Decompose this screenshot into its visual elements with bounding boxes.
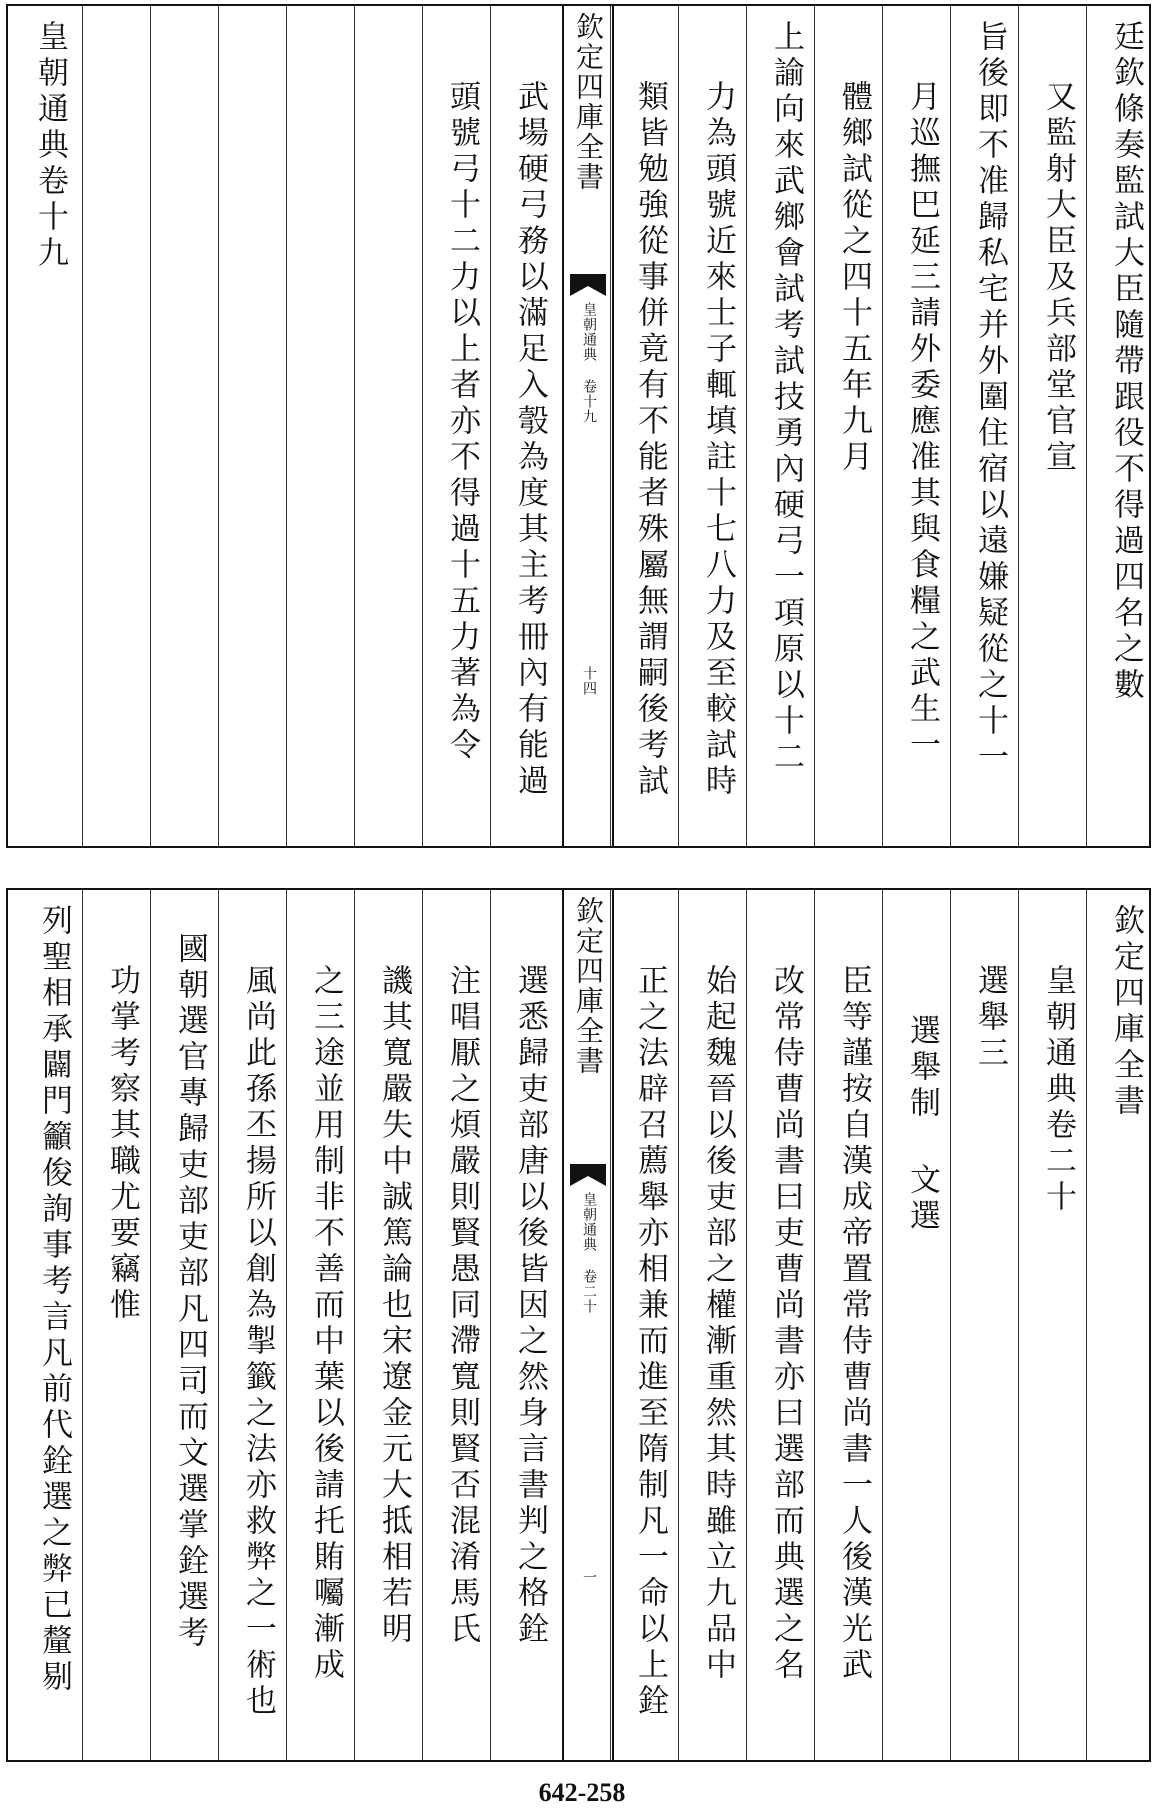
volume-title: 皇朝通典卷二十	[1040, 964, 1076, 1216]
top-page	[6, 4, 1151, 848]
text-column: 功掌考察其職尤要竊惟	[104, 964, 140, 1324]
column-rule	[422, 6, 423, 846]
column-rule	[354, 890, 355, 1760]
center-column	[562, 6, 614, 846]
center-page-number: 一	[581, 1570, 597, 1585]
column-rule	[814, 890, 815, 1760]
text-column: 正之法辟召薦舉亦相兼而進至隋制凡一命以上銓	[632, 964, 668, 1720]
column-rule	[1018, 890, 1019, 1760]
center-title: 欽定四庫全書	[572, 896, 605, 1076]
text-column: 上諭向來武鄉會試考試技勇內硬弓一項原以十二	[768, 20, 804, 776]
page-code: 642-258	[538, 1778, 626, 1807]
fish-tail-mark	[570, 1164, 606, 1186]
bottom-page	[6, 888, 1151, 1762]
text-column: 旨後即不准歸私宅并外圍住宿以遠嫌疑從之十一	[972, 20, 1008, 776]
text-column: 列聖相承闢門籲俊詢事考言凡前代銓選之弊已釐剔	[36, 904, 72, 1696]
center-column	[562, 890, 614, 1760]
column-rule	[1086, 6, 1087, 846]
column-rule	[746, 6, 747, 846]
column-rule	[678, 890, 679, 1760]
center-page-number: 十四	[581, 666, 597, 696]
text-column: 力為頭號近來士子輒填註十七八力及至較試時	[700, 80, 736, 800]
text-column: 武場硬弓務以滿足入彀為度其主考冊內有能過	[512, 80, 548, 800]
column-rule	[490, 6, 491, 846]
text-column: 又監射大臣及兵部堂官宣	[1040, 80, 1076, 476]
column-rule	[1018, 6, 1019, 846]
text-column: 譏其寬嚴失中誠篤論也宋遼金元大抵相若明	[376, 964, 412, 1648]
column-rule	[746, 890, 747, 1760]
text-column: 頭號弓十二力以上者亦不得過十五力著為令	[444, 80, 480, 764]
fish-tail-mark	[570, 274, 606, 296]
text-column: 風尚此孫丕揚所以創為掣籤之法亦救弊之一術也	[240, 964, 276, 1720]
text-column: 類皆勉強從事併竟有不能者殊屬無謂嗣後考試	[632, 80, 668, 800]
column-rule	[678, 6, 679, 846]
text-column: 之三途並用制非不善而中葉以後請托賄囑漸成	[308, 964, 344, 1684]
column-rule	[422, 890, 423, 1760]
column-rule	[150, 6, 151, 846]
text-column: 月巡撫巴延三請外委應准其與食糧之武生一	[904, 80, 940, 764]
column-rule	[82, 6, 83, 846]
center-title: 欽定四庫全書	[572, 12, 605, 192]
column-rule	[950, 6, 951, 846]
text-column: 廷欽條奏監試大臣隨帶跟役不得過四名之數	[1108, 20, 1144, 704]
column-rule	[882, 890, 883, 1760]
column-rule	[354, 6, 355, 846]
column-rule	[82, 890, 83, 1760]
column-rule	[814, 6, 815, 846]
column-rule	[950, 890, 951, 1760]
volume-end-title: 皇朝通典卷十九	[32, 20, 68, 272]
text-column: 改常侍曹尚書曰吏曹尚書亦曰選部而典選之名	[768, 964, 804, 1684]
column-rule	[286, 6, 287, 846]
column-rule	[286, 890, 287, 1760]
text-column: 臣等謹按自漢成帝置常侍曹尚書一人後漢光武	[836, 964, 872, 1684]
column-rule	[1086, 890, 1087, 1760]
column-rule	[882, 6, 883, 846]
column-rule	[150, 890, 151, 1760]
text-column: 始起魏晉以後吏部之權漸重然其時雖立九品中	[700, 964, 736, 1684]
column-rule	[218, 6, 219, 846]
column-rule	[218, 890, 219, 1760]
text-column: 國朝選官專歸吏部吏部凡四司而文選掌銓選考	[172, 932, 208, 1652]
subsection-title: 選舉制 文選	[904, 1014, 940, 1235]
book-title: 欽定四庫全書	[1108, 904, 1144, 1120]
section-title: 選舉三	[972, 964, 1008, 1072]
text-column: 選悉歸吏部唐以後皆因之然身言書判之格銓	[512, 964, 548, 1648]
center-subtitle: 皇朝通典 卷二十	[581, 1192, 597, 1314]
column-rule	[490, 890, 491, 1760]
text-column: 體鄉試從之四十五年九月	[836, 80, 872, 476]
text-column: 注唱厭之煩嚴則賢愚同滯寬則賢否混淆馬氏	[444, 964, 480, 1648]
center-subtitle: 皇朝通典 卷十九	[581, 302, 597, 424]
